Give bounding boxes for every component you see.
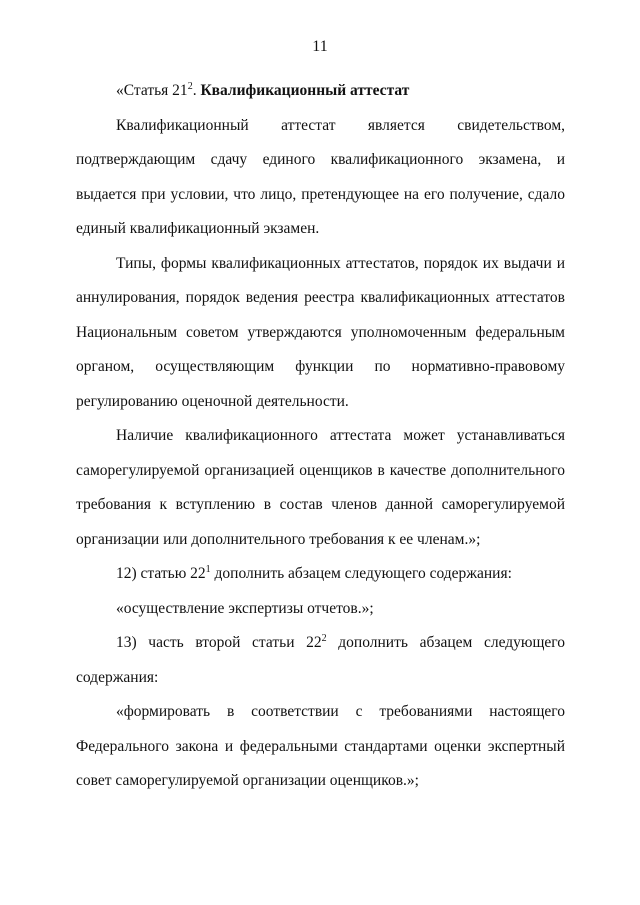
item-13-suffix: дополнить абзацем следующего содержания:	[76, 634, 565, 686]
paragraph-1: Квалификационный аттестат является свидетельством, подтверждающим сдачу единого квалификационного экзамена, и выдается при условии, что лицо, претендующее на его получение, сдало единый квалификационный экзамен.	[76, 116, 565, 237]
item-13-prefix: 13) часть второй статьи 22	[116, 634, 322, 651]
quote-13: «формировать в соответствии с требованиями настоящего Федерального закона и федеральными стандартами оценки экспертный совет саморегулируемой организации оценщиков.»;	[76, 703, 565, 789]
item-12-sup: 1	[205, 563, 211, 575]
article-number-sup: 2	[187, 80, 193, 92]
article-separator: .	[192, 82, 201, 99]
paragraph-2: Типы, формы квалификационных аттестатов, порядок их выдачи и аннулирования, порядок ведения реестра квалификационных аттестатов Национальным советом утверждаются уполномоченным федеральным органом, осуществляющим функции по нормативно-правовому регулированию оценочной деятельности.	[76, 254, 565, 410]
article-prefix: «Статья 21	[116, 82, 188, 99]
item-13	[76, 626, 565, 695]
item-12-suffix: дополнить абзацем следующего содержания:	[210, 565, 512, 582]
article-title: Квалификационный аттестат	[200, 82, 410, 99]
item-12	[76, 557, 565, 592]
quote-12: «осуществление экспертизы отчетов.»;	[116, 599, 374, 617]
document-body	[76, 74, 565, 799]
article-heading	[76, 74, 565, 109]
item-13-sup: 2	[321, 632, 327, 644]
page-number: 11	[312, 38, 328, 55]
item-12-prefix: 12) статью 22	[116, 565, 206, 582]
paragraph-3: Наличие квалификационного аттестата может устанавливаться саморегулируемой организацией оценщиков в качестве дополнительного требования к вступлению в состав членов данной саморегулируемой организации или дополнительного требования к ее членам.»;	[76, 427, 565, 548]
